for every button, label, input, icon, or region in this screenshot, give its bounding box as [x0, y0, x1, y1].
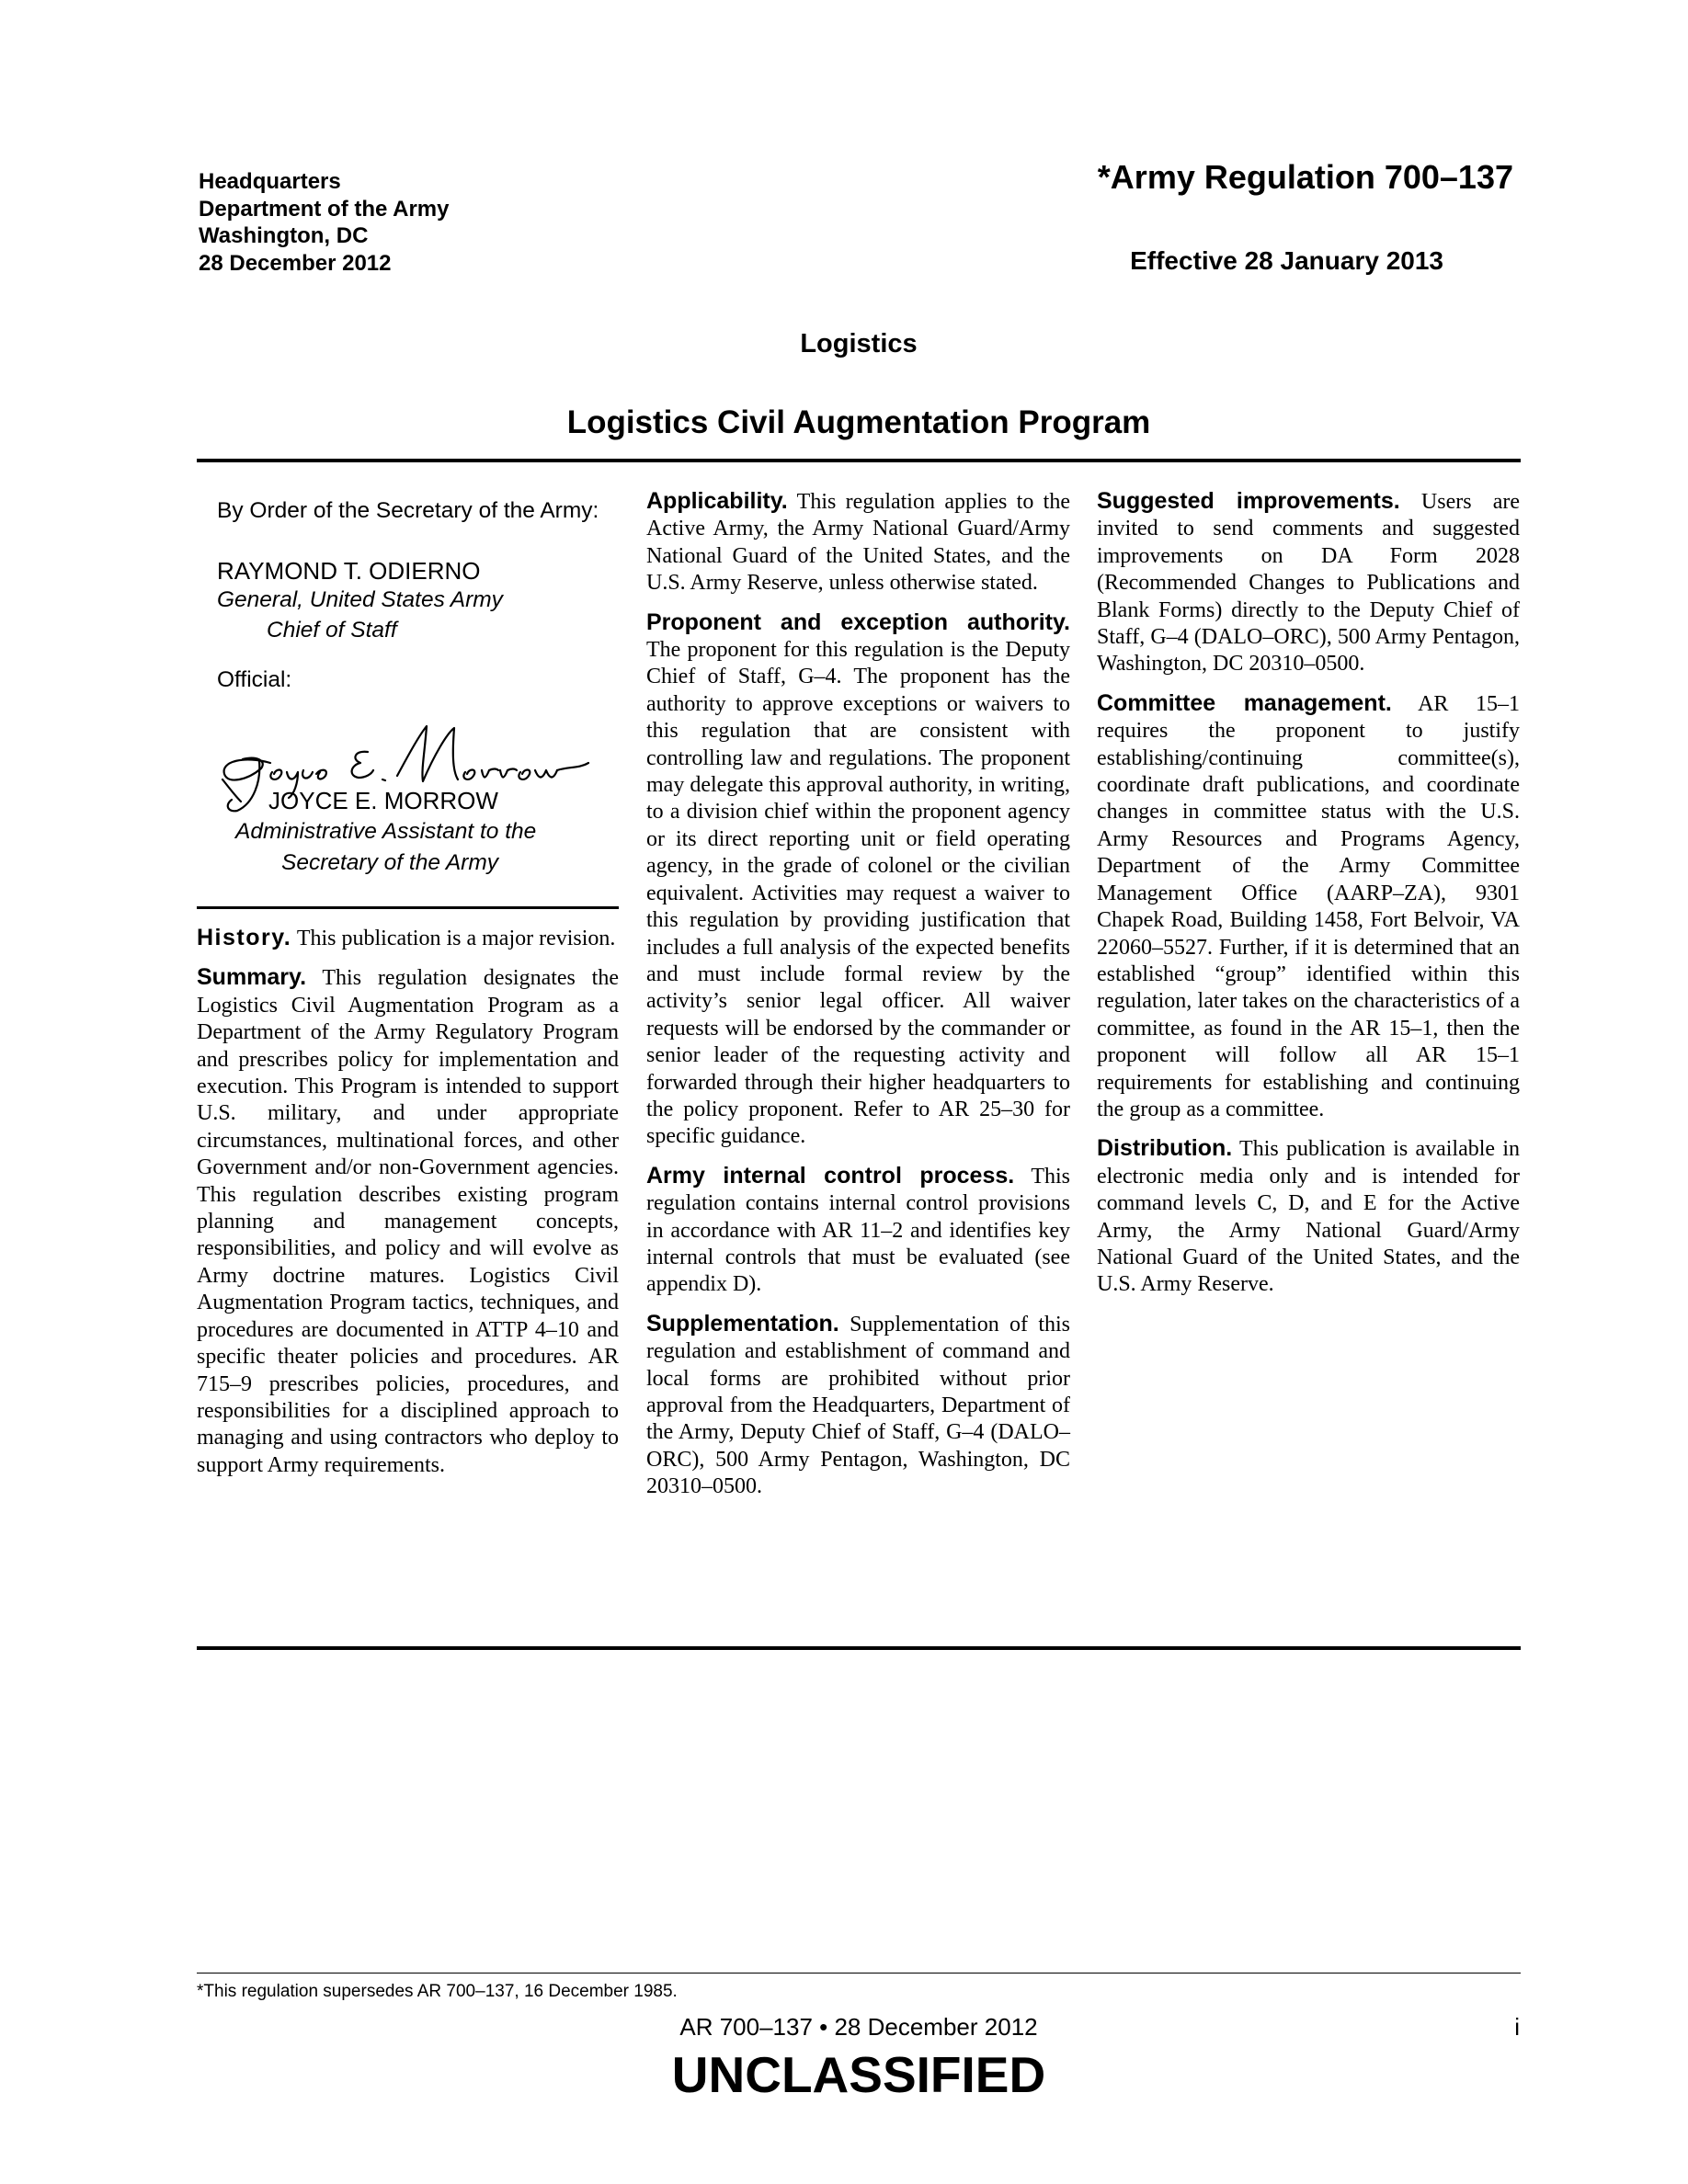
signature-block [217, 496, 640, 875]
page-number: i [1514, 2013, 1520, 2041]
section-heading: Summary. [197, 964, 307, 991]
column-2 [646, 488, 1070, 1501]
section-text: AR 15–1 requires the proponent to justify establishing/continuing committee(s), coordinate draft publications, and coordinate changes in committee status with the U.S. Army Resources and Programs Agency, Department of the Army Committee Management Office (AARP–ZA), 9301 Chapek Road, Building 1458, Fort Belvoir, VA 22060–5527. Further, if it is determined that an established “group” identified within this regulation, later takes on the characteristics of a committee, as found in the AR 15–1, then the proponent will follow all AR 15–1 requirements for establishing and continuing the group as a committee. [1097, 691, 1520, 1121]
classification-marking: UNCLASSIFIED [671, 2046, 1046, 2103]
section-text: This regulation contains internal control provisions in accordance with AR 11–2 and identifies key internal controls that must be evaluated (see appendix D). [646, 1164, 1070, 1297]
signatory-name: JOYCE E. MORROW [268, 787, 498, 814]
section-text: Supplementation of this regulation and establishment of command and local forms are prohibited without prior approval from the Headquarters, Department of the Army, Deputy Chief of Staff, G–4 (DALO–ORC), 500 Army Pentagon, Washington, DC 20310–0500. [646, 1312, 1071, 1499]
chief-title: Chief of Staff [267, 618, 397, 643]
applicability-section [646, 488, 1070, 597]
regulation-number: *Army Regulation 700–137 [1097, 158, 1513, 196]
section-heading: Distribution. [1097, 1135, 1233, 1162]
document-title: Logistics Civil Augmentation Program [566, 404, 1151, 440]
official-label: Official: [217, 667, 292, 692]
signature-rule [197, 906, 619, 909]
signatory-title: Secretary of the Army [281, 850, 499, 875]
section-text: This regulation applies to the Active Army, the Army National Guard/Army National Guard of the United States, and the U.S. Army Reserve, unless otherwise stated. [646, 490, 1070, 596]
section-heading: Proponent and exception authority. [646, 609, 1070, 635]
summary-section [197, 964, 619, 1479]
improvements-section [1097, 488, 1520, 678]
issuing-authority [199, 168, 449, 277]
section-heading: History. [197, 925, 292, 950]
section-text: The proponent for this regulation is the Deputy Chief of Staff, G–4. The proponent has the authority to approve exceptions or waivers to this regulation that are consistent with controlling law and regulations. The proponent may delegate this approval authority, in writing, to a division chief within the proponent agency or its direct reporting unit or field operating agency, in the grade of colonel or the civilian equivalent. Activities may request a waiver to this regulation by providing justification that includes a full analysis of the expected benefits and must include formal review by the activity’s senior legal officer. All waiver requests will be endorsed by the commander or senior leader of the requesting activity and forwarded through their higher headquarters to the policy proponent. Refer to AR 25–30 for specific guidance. [646, 638, 1070, 1149]
supplementation-section [646, 1311, 1070, 1501]
column-3 [1097, 488, 1520, 1299]
section-text: Users are invited to send comments and suggested improvements on DA Form 2028 (Recommended Changes to Publications and Blank Forms) directly to the Deputy Chief of Staff, G–4 (DALO–ORC), 500 Army Pentagon, Washington, DC 20310–0500. [1097, 490, 1520, 677]
bottom-rule [197, 1646, 1521, 1650]
hq-line: Washington, DC [199, 223, 369, 248]
section-text: This publication is a major revision. [296, 927, 616, 950]
internal-control-section [646, 1163, 1070, 1299]
section-text: This publication is available in electronic media only and is intended for command levels C, D, and E for the Active Army, the Army National Guard/Army National Guard of the United States, and the U.S. Army Reserve. [1097, 1137, 1520, 1297]
column-1 [197, 925, 619, 1479]
hq-line: Department of the Army [199, 196, 450, 222]
subject-heading: Logistics [800, 329, 918, 358]
chief-title: General, United States Army [217, 587, 503, 612]
hq-line: 28 December 2012 [199, 250, 392, 276]
section-heading: Applicability. [646, 488, 788, 514]
section-heading: Army internal control process. [646, 1162, 1015, 1189]
top-rule [197, 459, 1521, 462]
signatory-title: Administrative Assistant to the [235, 819, 537, 844]
chief-name: RAYMOND T. ODIERNO [217, 557, 481, 585]
committee-section [1097, 690, 1520, 1124]
hq-line: Headquarters [199, 169, 341, 194]
proponent-section [646, 609, 1070, 1151]
footnote-rule [197, 1973, 1521, 1974]
section-heading: Supplementation. [646, 1310, 839, 1337]
by-order-line: By Order of the Secretary of the Army: [217, 498, 599, 523]
footer-document-id: AR 700–137 • 28 December 2012 [679, 2013, 1038, 2041]
distribution-section [1097, 1135, 1520, 1298]
history-section [197, 925, 619, 952]
section-text: This regulation designates the Logistics Civil Augmentation Program as a Department of the Army Regulatory Program and prescribes policy for implementation and execution. This Program is intended to support U.S. military, and under appropriate circumstances, multinational forces, and other Government and/or non-Government agencies. This regulation describes existing program planning and management concepts, responsibilities, and policy and will evolve as Army doctrine matures. Logistics Civil Augmentation Program tactics, techniques, and procedures are documented in ATTP 4–10 and specific theater policies and procedures. AR 715–9 prescribes policies, procedures, and responsibilities for a disciplined approach to managing and using contractors who deploy to support Army requirements. [197, 966, 619, 1477]
section-heading: Committee management. [1097, 689, 1392, 716]
section-heading: Suggested improvements. [1097, 488, 1400, 514]
effective-date: Effective 28 January 2013 [1130, 246, 1443, 275]
supersession-footnote: *This regulation supersedes AR 700–137, 16 December 1985. [197, 1982, 678, 2001]
